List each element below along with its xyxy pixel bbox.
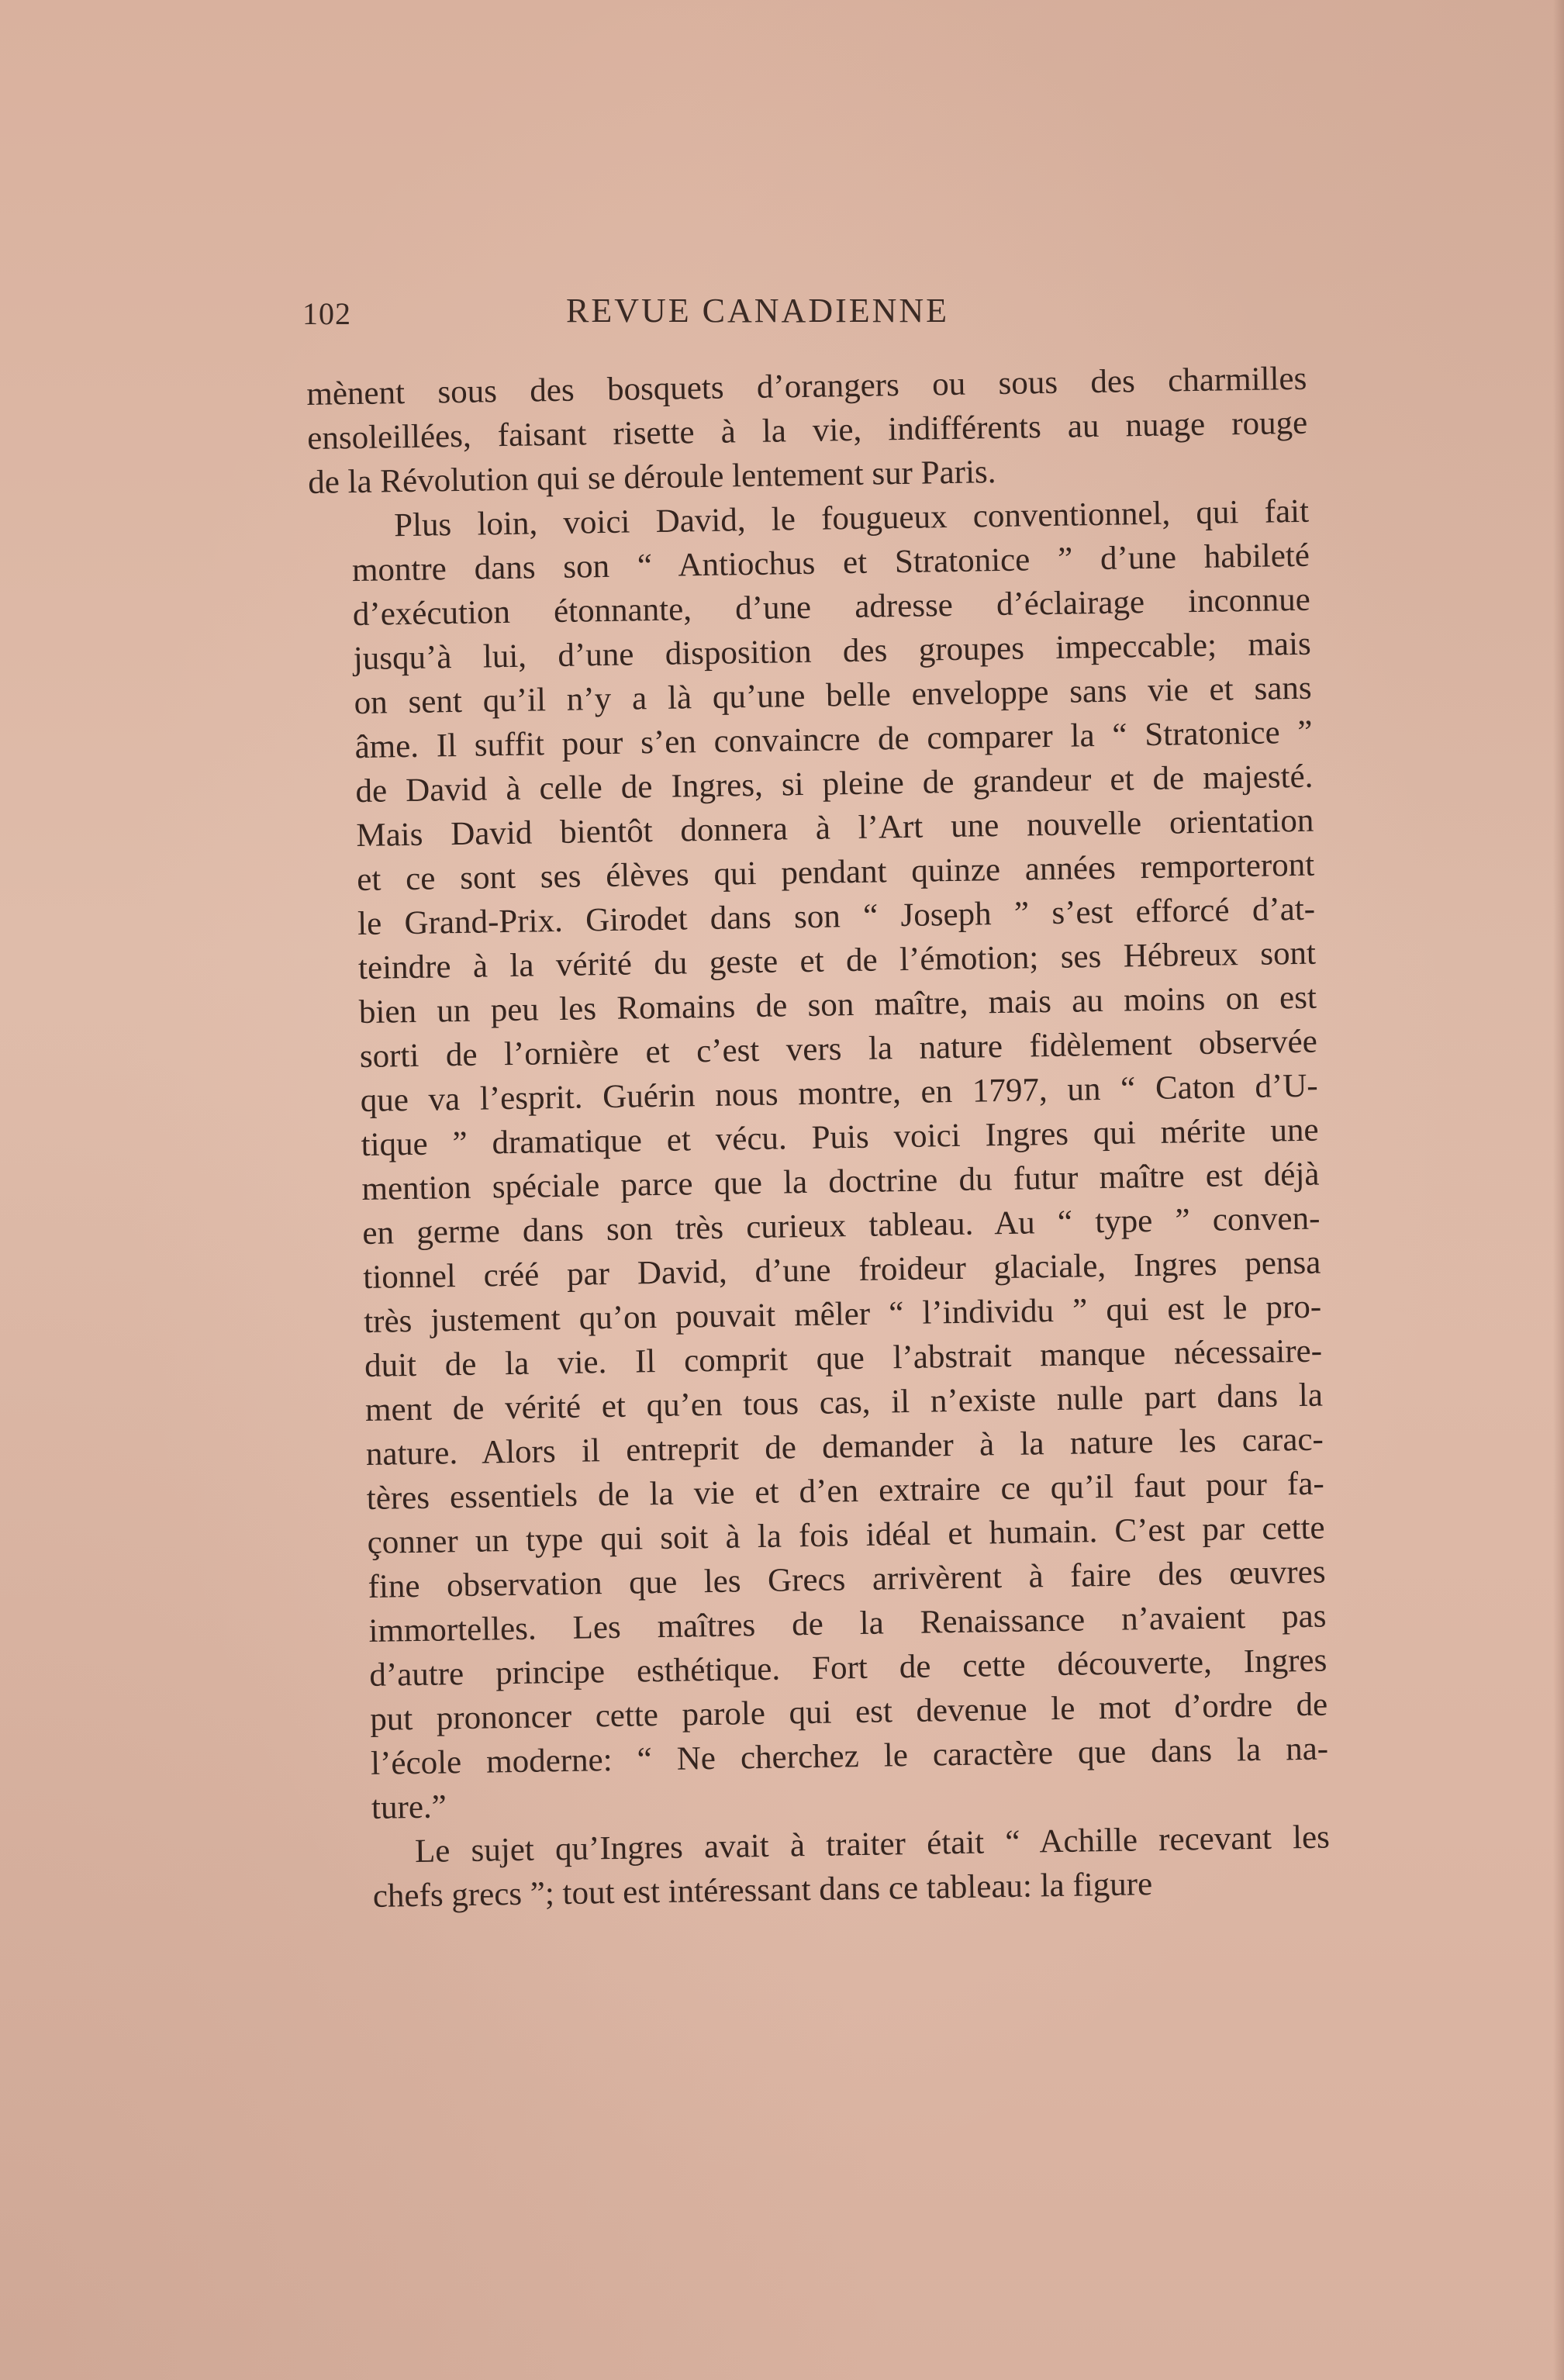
text-line: Plus loin, voici David, le fougueux conventionnel, qui fait bbox=[393, 492, 1310, 544]
text-line: âme. Il suffit pour s’en convaincre de comparer la “ Stratonice ” bbox=[354, 713, 1313, 766]
text-line: ture.” bbox=[371, 1788, 447, 1826]
text-line: jusqu’à lui, d’une disposition des groupes impeccable; mais bbox=[353, 625, 1312, 678]
text-line: de David à celle de Ingres, si pleine de grandeur et de majesté. bbox=[355, 758, 1314, 810]
text-line: sorti de l’ornière et c’est vers la nature fidèlement observée bbox=[359, 1023, 1318, 1076]
running-head bbox=[302, 291, 1000, 337]
paragraph bbox=[309, 489, 1330, 1831]
text-line: en germe dans son très curieux tableau. Au “ type ” conven- bbox=[362, 1200, 1321, 1252]
text-line: Mais David bientôt donnera à l’Art une nouvelle orientation bbox=[356, 802, 1314, 855]
text-line: de la Révolution qui se déroule lentement sur Paris. bbox=[307, 454, 996, 501]
paragraph bbox=[306, 357, 1309, 505]
journal-title: REVUE CANADIENNE bbox=[566, 292, 950, 330]
text-line: le Grand-Prix. Girodet dans son “ Joseph ” s’est efforcé d’at- bbox=[357, 890, 1316, 943]
text-line: très justement qu’on pouvait mêler “ l’individu ” qui est le pro- bbox=[363, 1288, 1322, 1340]
text-line: tionnel créé par David, d’une froideur glaciale, Ingres pensa bbox=[362, 1244, 1321, 1296]
text-line: d’exécution étonnante, d’une adresse d’éclairage inconnue bbox=[352, 581, 1311, 634]
text-line: d’autre principe esthétique. Fort de cette découverte, Ingres bbox=[369, 1642, 1328, 1694]
text-line: mènent sous des bosquets d’orangers ou sous des charmilles bbox=[306, 360, 1307, 413]
page-edge-shadow bbox=[1553, 0, 1564, 2380]
text-line: ment de vérité et qu’en tous cas, il n’existe nulle part dans la bbox=[364, 1377, 1324, 1428]
text-line: fine observation que les Grecs arrivèrent à faire des œuvres bbox=[368, 1553, 1326, 1605]
body-text bbox=[306, 357, 1331, 1919]
page-number: 102 bbox=[302, 296, 351, 331]
text-line: ensoleillées, faisant risette à la vie, indifférents au nuage rouge bbox=[306, 404, 1308, 457]
paragraph bbox=[330, 1815, 1331, 1919]
text-line: nature. Alors il entreprit de demander à la nature les carac- bbox=[365, 1421, 1324, 1473]
text-line: on sent qu’il n’y a là qu’une belle enveloppe sans vie et sans bbox=[354, 669, 1312, 722]
text-line: duit de la vie. Il comprit que l’abstrait manque nécessaire- bbox=[364, 1332, 1323, 1384]
text-line: put prononcer cette parole qui est devenue le mot d’ordre de bbox=[369, 1686, 1328, 1738]
text-line: chefs grecs ”; tout est intéressant dans ce tableau: la figure bbox=[372, 1866, 1153, 1915]
text-line: çonner un type qui soit à la fois idéal et humain. C’est par cette bbox=[367, 1509, 1325, 1561]
text-line: montre dans son “ Antiochus et Stratonice ” d’une habileté bbox=[351, 537, 1310, 589]
text-line: bien un peu les Romains de son maître, mais au moins on est bbox=[358, 979, 1317, 1031]
text-line: Le sujet qu’Ingres avait à traiter était “ Achille recevant les bbox=[414, 1819, 1331, 1870]
text-line: tique ” dramatique et vécu. Puis voici Ingres qui mérite une bbox=[361, 1111, 1319, 1164]
text-line: l’école moderne: “ Ne cherchez le caractère que dans la na- bbox=[370, 1730, 1329, 1782]
text-line: que va l’esprit. Guérin nous montre, en 1797, un “ Caton d’U- bbox=[360, 1067, 1318, 1120]
text-line: et ce sont ses élèves qui pendant quinze années remporteront bbox=[356, 846, 1315, 899]
text-line: immortelles. Les maîtres de la Renaissance n’avaient pas bbox=[368, 1598, 1327, 1649]
text-line: teindre à la vérité du geste et de l’émotion; ses Hébreux sont bbox=[357, 934, 1317, 987]
text-line: tères essentiels de la vie et d’en extraire ce qu’il faut pour fa- bbox=[366, 1465, 1325, 1517]
text-line: mention spéciale parce que la doctrine du futur maître est déjà bbox=[361, 1155, 1320, 1208]
